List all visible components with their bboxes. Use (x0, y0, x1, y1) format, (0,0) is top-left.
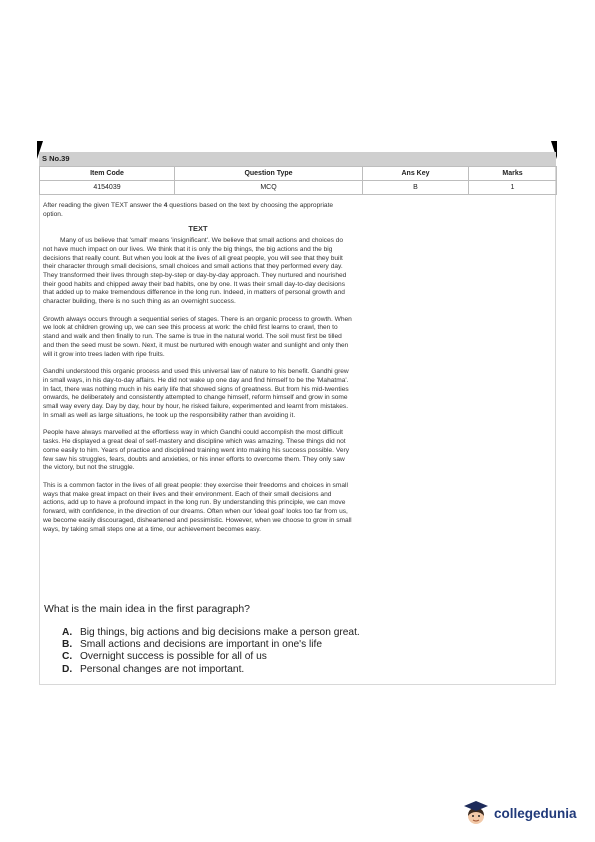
paragraph-2: Growth always occurs through a sequential series of stages. There is an organic process to growth. When we look at children growing up, we can see this process at work: the child first learns to crawl, then to stand and walk and then finally to run. The same is true in the natural world. The soil must first be tilled and then the seed must be sown. Next, it must be nurtured with enough water and sunlight and only then will it grow into trees laden with ripe fruits. (43, 315, 352, 358)
option-d[interactable] (62, 664, 360, 676)
option-a[interactable] (62, 627, 360, 639)
paragraph-3: Gandhi understood this organic process and used this universal law of nature to his benefit. Gandhi grew in small ways, in his day-to-day affairs. He did not wake up one day and find himself to be the 'Mahatma'. In fact, there was nothing much in his early life that showed signs of greatness. But from his mid-twenties onwards, he deliberately and consistently attempted to change himself, reform himself and grow in some small way every day. Day by day, hour by hour, he risked failure, experimented and learnt from mistakes. In small as well as large situations, he took up the responsibility rather than avoiding it. (43, 368, 349, 419)
instruction (43, 202, 353, 219)
item-code-header: Item Code (40, 167, 175, 181)
paragraph-1: Many of us believe that 'small' means 'insignificant'. We believe that small actions and choices do not have much impact on our lives. We think that it is only the big things, the big actions and the big decisions that really count. But when you look at the lives of all great people, you will see that they built their character through small decisions, small choices and small actions that they performed every day. They transformed their lives through step-by-step or day-by-day approach. They nurtured and nourished their good habits and chipped away their bad habits, one by one. It was their small day-to-day decisions that added up to make tremendous difference in the long run. Indeed, in matters of personal growth and character building, there is no such thing as an overnight success. (43, 237, 347, 306)
marks-value: 1 (469, 181, 557, 195)
passage-content (43, 202, 353, 543)
option-text: Personal changes are not important. (80, 663, 245, 675)
meta-header-row (40, 167, 557, 181)
option-text: Big things, big actions and big decisions make a person great. (80, 627, 360, 638)
marks-header: Marks (469, 167, 557, 181)
meta-value-row (40, 181, 557, 195)
ans-key-header: Ans Key (363, 167, 469, 181)
instruction-text-start: After reading the given TEXT answer the (43, 202, 164, 209)
option-letter: D. (62, 663, 73, 675)
instruction-text-end: questions based on the text by choosing the appropriate option. (43, 202, 334, 218)
options-list (62, 627, 360, 676)
item-code-value: 4154039 (40, 181, 175, 195)
option-letter: B. (62, 639, 73, 651)
ans-key-value: B (363, 181, 469, 195)
option-text: Overnight success is possible for all of us (80, 651, 267, 663)
option-letter: C. (62, 651, 73, 663)
option-text: Small actions and decisions are important in one's life (80, 639, 323, 651)
serial-number-bar: S No.39 (39, 152, 556, 166)
paragraph-4: People have always marvelled at the effortless way in which Gandhi could accomplish the most difficult tasks. He displayed a great deal of self-mastery and discipline which was amazing. These things did not come easily to him. Years of practice and disciplined training went into making his success possible. Very few saw his struggles, fears, doubts and anxieties, or his inner efforts to overcome them. They only saw the victory, but not the struggle. (43, 429, 350, 472)
option-c[interactable] (62, 651, 360, 663)
option-letter: A. (62, 627, 73, 638)
collegedunia-logo[interactable] (463, 799, 577, 827)
paragraph-5: This is a common factor in the lives of all great people: they exercise their freedoms and choices in small ways that make great impact on their lives and their environment. Each of their small decisions and actions, add up to have a profound impact in the long run. By understanding this principle, we can move forward, with confidence, in the direction of our dreams. Often when our 'ideal goal' looks too far from us, we become easily discouraged, disheartened and pessimistic. However, when we choose to grow in small ways, by taking small steps one at a time, our achievement becomes easy. (43, 481, 352, 533)
question-meta-table (39, 166, 557, 195)
text-title: TEXT (188, 224, 208, 234)
brand-name: collegedunia (494, 805, 577, 821)
question-text: What is the main idea in the first paragraph? (44, 603, 251, 615)
option-b[interactable] (62, 639, 360, 651)
question-type-header: Question Type (175, 167, 363, 181)
instruction-count: 4 (163, 202, 168, 209)
graduate-avatar-icon (463, 800, 489, 826)
question-type-value: MCQ (175, 181, 363, 195)
